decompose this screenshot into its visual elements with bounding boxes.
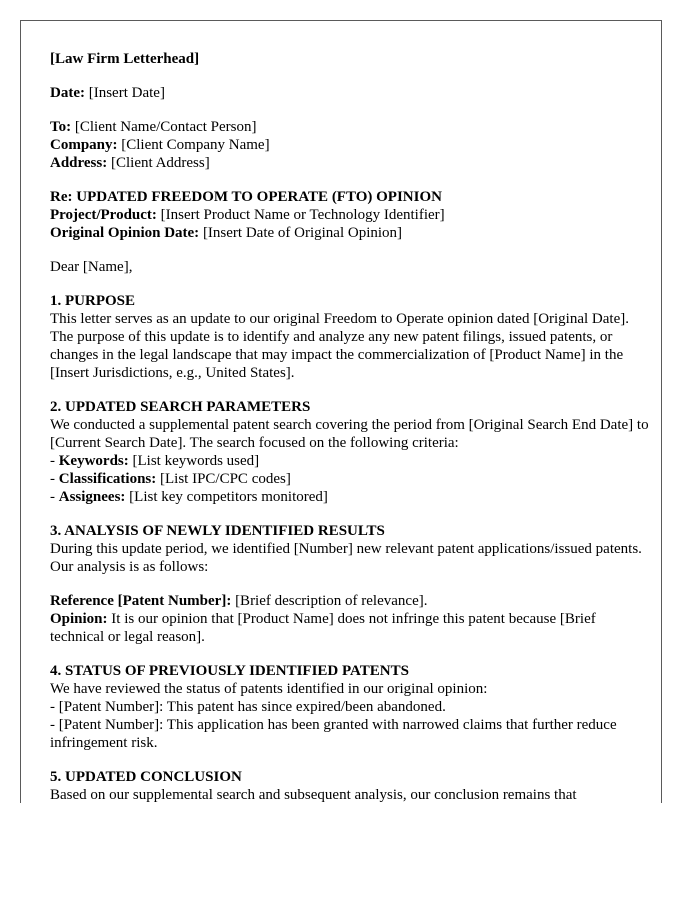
list-item-value: [List keywords used] bbox=[128, 453, 260, 469]
salutation-block bbox=[50, 258, 650, 276]
to-label: To: bbox=[50, 119, 72, 135]
section-heading: 4. STATUS OF PREVIOUSLY IDENTIFIED PATENTS bbox=[50, 663, 409, 679]
re-subject bbox=[50, 188, 650, 206]
list-item-value: [List IPC/CPC codes] bbox=[156, 471, 291, 487]
section-body: We have reviewed the status of patents identified in our original opinion: bbox=[50, 681, 488, 697]
recipient-block bbox=[50, 118, 650, 172]
letterhead-block bbox=[50, 50, 650, 68]
letter-page bbox=[20, 20, 662, 803]
section-status bbox=[50, 662, 650, 752]
re-block bbox=[50, 188, 650, 242]
list-item bbox=[50, 488, 650, 506]
list-item bbox=[50, 452, 650, 470]
letter-content bbox=[50, 50, 650, 803]
to-value: [Client Name/Contact Person] bbox=[74, 119, 257, 135]
section-body: This letter serves as an update to our original Freedom to Operate opinion dated [Original Date]. The purpose of this update is to identify and analyze any new patent filings, issued patents, or changes in the legal landscape that may impact the commercialization of [Product Name] in the [Insert Jurisdictions, e.g., United States]. bbox=[50, 311, 629, 381]
section-body: During this update period, we identified [Number] new relevant patent applications/issued patents. Our analysis is as follows: bbox=[50, 541, 642, 575]
address-label: Address: bbox=[50, 155, 108, 171]
to-line bbox=[50, 118, 650, 136]
date-block bbox=[50, 84, 650, 102]
address-value: [Client Address] bbox=[110, 155, 210, 171]
section-heading: 5. UPDATED CONCLUSION bbox=[50, 769, 242, 785]
list-item: - [Patent Number]: This patent has since expired/been abandoned. bbox=[50, 699, 446, 715]
letterhead bbox=[50, 50, 650, 68]
company-label: Company: bbox=[50, 137, 118, 153]
address-line bbox=[50, 154, 650, 172]
opinion-label: Opinion: bbox=[50, 611, 108, 627]
reference-line bbox=[50, 592, 650, 610]
section-body: We conducted a supplemental patent search covering the period from [Original Search End Date] to [Current Search Date]. The search focused on the following criteria: bbox=[50, 417, 649, 451]
salutation: Dear [Name], bbox=[50, 259, 133, 275]
original-date-label: Original Opinion Date: bbox=[50, 225, 200, 241]
section-heading: 2. UPDATED SEARCH PARAMETERS bbox=[50, 399, 311, 415]
list-bullet: - bbox=[50, 453, 59, 469]
re-subject-text: Re: UPDATED FREEDOM TO OPERATE (FTO) OPINION bbox=[50, 189, 442, 205]
company-value: [Client Company Name] bbox=[121, 137, 270, 153]
date-line bbox=[50, 84, 650, 102]
section-body: Based on our supplemental search and subsequent analysis, our conclusion remains that bbox=[50, 787, 577, 803]
section-heading: 3. ANALYSIS OF NEWLY IDENTIFIED RESULTS bbox=[50, 523, 385, 539]
letterhead-text: [Law Firm Letterhead] bbox=[50, 51, 200, 67]
list-item-value: [List key competitors monitored] bbox=[125, 489, 328, 505]
project-label: Project/Product: bbox=[50, 207, 157, 223]
list-item: - [Patent Number]: This application has been granted with narrowed claims that further reduce infringement risk. bbox=[50, 717, 617, 751]
opinion-value: It is our opinion that [Product Name] does not infringe this patent because [Brief technical or legal reason]. bbox=[50, 611, 596, 645]
project-value: [Insert Product Name or Technology Identifier] bbox=[160, 207, 445, 223]
section-search bbox=[50, 398, 650, 506]
company-line bbox=[50, 136, 650, 154]
reference-value: [Brief description of relevance]. bbox=[231, 593, 428, 609]
reference-label: Reference [Patent Number]: bbox=[50, 593, 232, 609]
list-item-label: Keywords: bbox=[58, 453, 129, 469]
date-value: [Insert Date] bbox=[88, 85, 165, 101]
original-date-value: [Insert Date of Original Opinion] bbox=[202, 225, 403, 241]
original-date-line bbox=[50, 224, 650, 242]
list-item-label: Assignees: bbox=[58, 489, 126, 505]
list-bullet: - bbox=[50, 471, 59, 487]
opinion-line bbox=[50, 610, 650, 646]
analysis-reference-block bbox=[50, 592, 650, 646]
date-label: Date: bbox=[50, 85, 85, 101]
section-purpose bbox=[50, 292, 650, 382]
list-item-label: Classifications: bbox=[58, 471, 157, 487]
section-conclusion bbox=[50, 768, 650, 803]
list-item bbox=[50, 470, 650, 488]
section-heading: 1. PURPOSE bbox=[50, 293, 136, 309]
list-bullet: - bbox=[50, 489, 59, 505]
section-analysis bbox=[50, 522, 650, 576]
project-line bbox=[50, 206, 650, 224]
